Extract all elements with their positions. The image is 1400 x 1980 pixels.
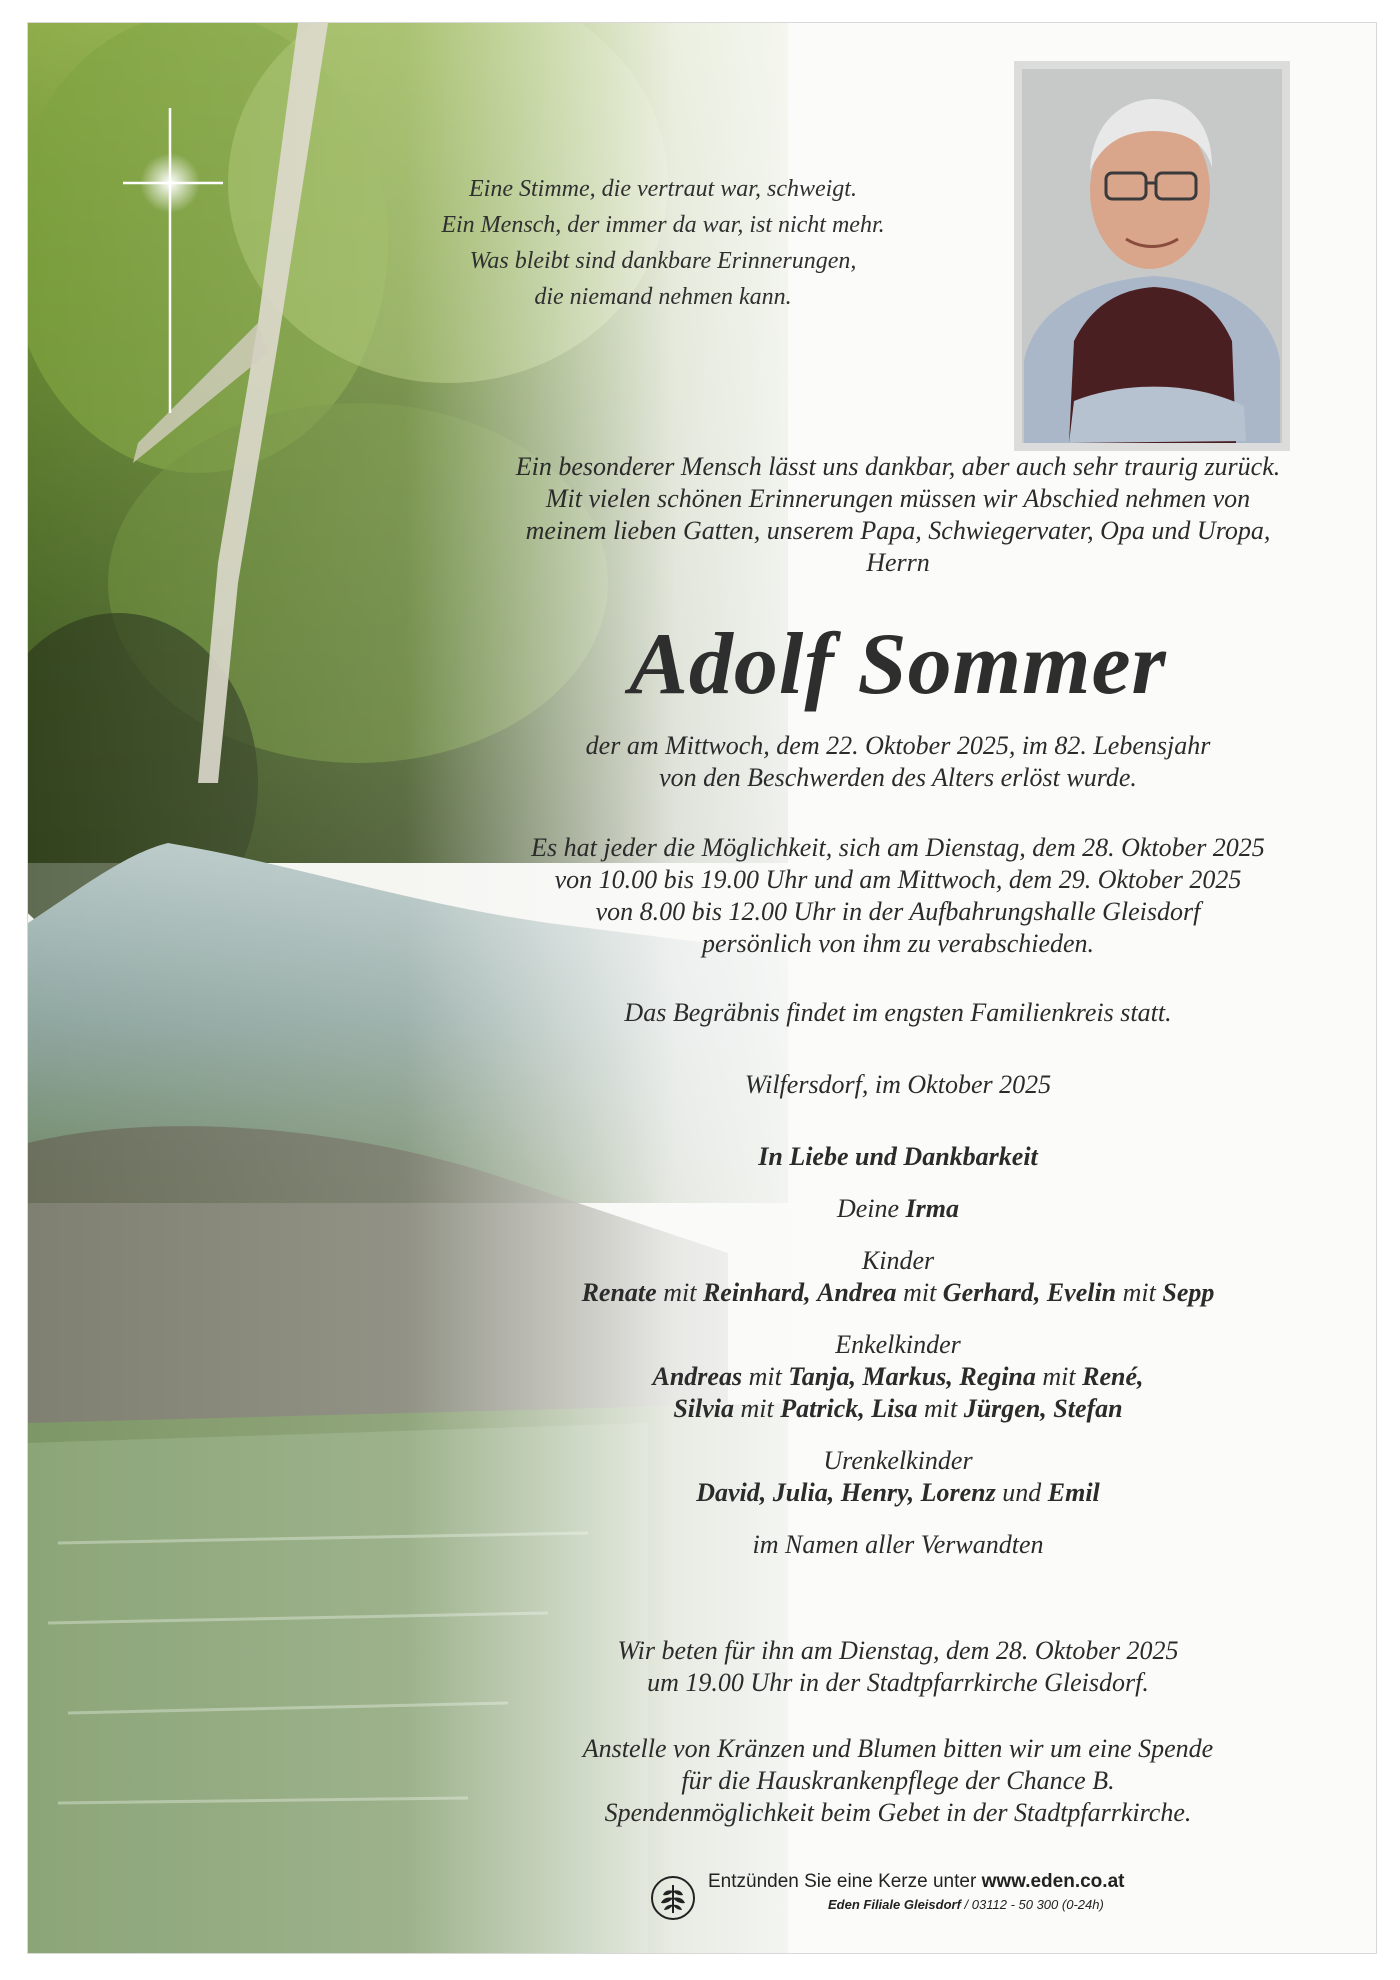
grandchild-name: Stefan <box>1053 1394 1123 1423</box>
funeral-home-footer <box>708 1871 1268 1912</box>
grandchildren-line-2: Silvia mit Patrick, Lisa mit Jürgen, Stefan <box>673 1394 1123 1423</box>
viewing-line: persönlich von ihm zu verabschieden. <box>701 929 1095 958</box>
viewing-line: von 10.00 bis 19.00 Uhr und am Mittwoch, dem 29. Oktober 2025 <box>554 865 1242 894</box>
donation-info <box>468 1733 1328 1829</box>
obituary-sheet <box>27 22 1377 1954</box>
prayer-line: Wir beten für ihn am Dienstag, dem 28. Oktober 2025 <box>617 1636 1179 1665</box>
with-word: mit <box>1042 1362 1076 1391</box>
grandchild-name: Lisa <box>871 1394 918 1423</box>
great-grandchildren-label: Urenkelkinder <box>823 1446 973 1475</box>
child-partner: Gerhard <box>942 1278 1034 1307</box>
poem-line: Ein Mensch, der immer da war, ist nicht mehr. <box>441 212 885 238</box>
viewing-info <box>468 832 1328 960</box>
grandchild-name: Andreas <box>652 1362 743 1391</box>
candle-line <box>708 1871 1268 1893</box>
poem-line: Was bleibt sind dankbare Erinnerungen, <box>469 248 857 274</box>
children-block <box>468 1245 1328 1309</box>
child-partner: Reinhard <box>702 1278 805 1307</box>
great-grandchild-name: Emil <box>1047 1478 1100 1507</box>
deceased-name: Adolf Sommer <box>629 616 1167 713</box>
death-notice-line: der am Mittwoch, dem 22. Oktober 2025, im 82. Lebensjahr <box>585 731 1211 760</box>
grandchildren-line-1: Andreas mit Tanja, Markus, Regina mit René, <box>652 1362 1144 1391</box>
relatives-text: im Namen aller Verwandten <box>752 1530 1044 1559</box>
candle-text: Entzünden Sie eine Kerze unter <box>708 1871 977 1892</box>
grandchild-partner: Jürgen <box>963 1394 1041 1423</box>
death-notice <box>468 730 1328 794</box>
grandchildren-block <box>468 1329 1328 1425</box>
wife-line <box>468 1193 1328 1225</box>
grandchildren-label: Enkelkinder <box>835 1330 961 1359</box>
great-grandchild-name: David <box>696 1478 760 1507</box>
poem-line: die niemand nehmen kann. <box>534 284 792 310</box>
grandchild-name: Regina <box>959 1362 1036 1391</box>
website-link[interactable]: www.eden.co.at <box>981 1871 1125 1892</box>
viewing-line: Es hat jeder die Möglichkeit, sich am Dienstag, dem 28. Oktober 2025 <box>531 833 1265 862</box>
portrait-photo <box>1014 61 1290 451</box>
with-word: mit <box>748 1362 782 1391</box>
with-word: mit <box>740 1394 774 1423</box>
place-date-line: Wilfersdorf, im Oktober 2025 <box>744 1070 1052 1099</box>
intro-line: Herrn <box>866 548 930 577</box>
donation-line: Spendenmöglichkeit beim Gebet in der Stadtpfarrkirche. <box>604 1798 1192 1827</box>
intro-line: Ein besonderer Mensch lässt uns dankbar, aber auch sehr traurig zurück. <box>515 452 1281 481</box>
death-notice-line: von den Beschwerden des Alters erlöst wurde. <box>659 763 1137 792</box>
viewing-line: von 8.00 bis 12.00 Uhr in der Aufbahrungshalle Gleisdorf <box>595 897 1201 926</box>
intro-text <box>468 451 1328 579</box>
with-word: mit <box>1122 1278 1156 1307</box>
great-grandchildren-names: David, Julia, Henry, Lorenz und Emil <box>696 1478 1100 1507</box>
burial-line: Das Begräbnis findet im engsten Familienkreis statt. <box>624 998 1172 1027</box>
place-date <box>468 1069 1328 1101</box>
and-word: und <box>1002 1478 1042 1507</box>
great-grandchild-name: Julia <box>772 1478 828 1507</box>
intro-line: meinem lieben Gatten, unserem Papa, Schwiegervater, Opa und Uropa, <box>525 516 1271 545</box>
child-name: Renate <box>581 1278 657 1307</box>
with-word: mit <box>663 1278 697 1307</box>
with-word: mit <box>923 1394 958 1423</box>
wife-prefix: Deine <box>836 1194 900 1223</box>
with-word: mit <box>903 1278 937 1307</box>
branch-name: Eden Filiale Gleisdorf <box>828 1897 961 1912</box>
relatives-line <box>468 1529 1328 1561</box>
wife-name: Irma <box>905 1194 960 1223</box>
great-grandchildren-block <box>468 1445 1328 1509</box>
prayer-line: um 19.00 Uhr in der Stadtpfarrkirche Gleisdorf. <box>647 1668 1149 1697</box>
grandchild-partner: Patrick <box>780 1394 859 1423</box>
great-grandchild-name: Lorenz <box>920 1478 996 1507</box>
great-grandchild-name: Henry <box>840 1478 908 1507</box>
branch-line: Eden Filiale Gleisdorf / 03112 - 50 300 (0-24h) <box>828 1897 1104 1912</box>
grandchild-name: Silvia <box>673 1394 735 1423</box>
branch-phone: 03112 - 50 300 <box>971 1897 1059 1912</box>
grandchild-partner: René <box>1082 1362 1138 1391</box>
grandchild-partner: Tanja <box>788 1362 850 1391</box>
cross-glow <box>140 153 200 213</box>
grandchild-name: Markus <box>862 1362 947 1391</box>
leaf-branch-icon <box>650 1875 696 1921</box>
children-label: Kinder <box>861 1246 935 1275</box>
memorial-poem <box>428 171 898 315</box>
child-partner: Sepp <box>1162 1278 1215 1307</box>
donation-line: für die Hauskrankenpflege der Chance B. <box>681 1766 1115 1795</box>
intro-line: Mit vielen schönen Erinnerungen müssen wir Abschied nehmen von <box>545 484 1251 513</box>
branch-hours: (0-24h) <box>1061 1897 1104 1912</box>
donation-line: Anstelle von Kränzen und Blumen bitten wir um eine Spende <box>582 1734 1214 1763</box>
prayer-info <box>468 1635 1328 1699</box>
mourners-heading <box>468 1141 1328 1173</box>
poem-line: Eine Stimme, die vertraut war, schweigt. <box>469 176 857 202</box>
child-name: Evelin <box>1046 1278 1117 1307</box>
burial-note <box>468 997 1328 1029</box>
child-name: Andrea <box>817 1278 897 1307</box>
children-names: Renate mit Reinhard, Andrea mit Gerhard, Evelin mit Sepp <box>581 1278 1215 1307</box>
mourners-heading-line: In Liebe und Dankbarkeit <box>758 1142 1038 1171</box>
